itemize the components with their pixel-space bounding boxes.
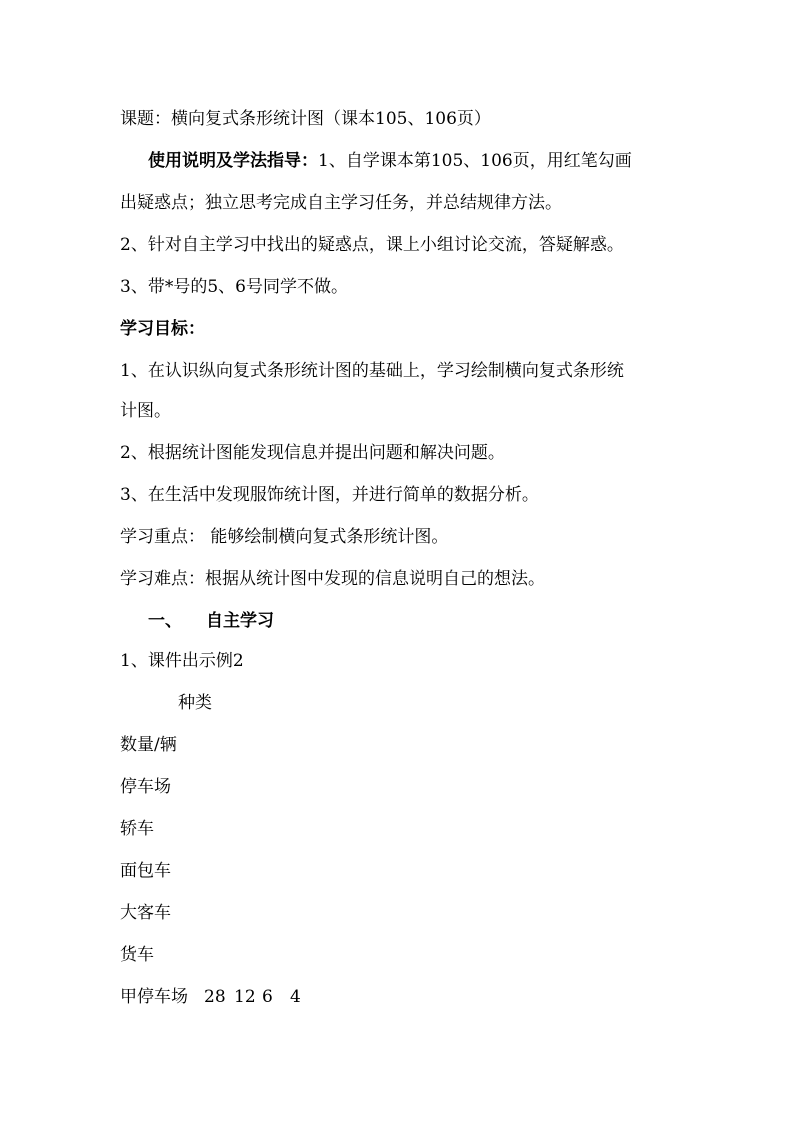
- table-header-kind: 种类: [178, 693, 212, 713]
- usage-guide-item-1: 1、自学课本第105、106页，用红笔勾画: [318, 151, 632, 171]
- table-cell-sedan: 28: [204, 987, 226, 1007]
- key-point: 学习重点： 能够绘制横向复式条形统计图。: [120, 527, 449, 547]
- table-col-truck: 货车: [120, 945, 154, 965]
- learning-goal-1-line-1: 1、在认识纵向复式条形统计图的基础上，学习绘制横向复式条形统: [120, 361, 624, 381]
- learning-goal-2: 2、根据统计图能发现信息并提出问题和解决问题。: [120, 443, 505, 463]
- table-cell-truck: 4: [290, 987, 301, 1007]
- learning-goals-heading: 学习目标：: [120, 319, 205, 339]
- table-col-van: 面包车: [120, 861, 171, 881]
- section-number: 一、: [148, 611, 182, 631]
- section-title: 自主学习: [206, 611, 274, 631]
- example-intro: 1、课件出示例2: [120, 651, 244, 671]
- table-header-parking-lot: 停车场: [120, 777, 171, 797]
- usage-guide-label: 使用说明及学法指导：: [148, 151, 318, 171]
- lesson-title: 课题：横向复式条形统计图（课本105、106页）: [120, 109, 491, 129]
- usage-guide-line-1: [148, 150, 632, 172]
- section-heading: [148, 610, 274, 632]
- table-col-bus: 大客车: [120, 903, 171, 923]
- table-header-quantity: 数量/辆: [120, 735, 177, 755]
- learning-goal-3: 3、在生活中发现服饰统计图，并进行简单的数据分析。: [120, 485, 539, 505]
- table-row-label: 甲停车场: [120, 987, 188, 1007]
- table-cell-bus: 6: [262, 987, 273, 1007]
- table-row-lot-a: [120, 986, 301, 1008]
- usage-guide-line-2: 出疑惑点；独立思考完成自主学习任务，并总结规律方法。: [120, 193, 562, 213]
- learning-goal-1-line-2: 计图。: [120, 401, 171, 421]
- table-cell-van: 12: [234, 987, 256, 1007]
- usage-guide-item-3: 3、带*号的5、6号同学不做。: [120, 277, 348, 297]
- usage-guide-item-2: 2、针对自主学习中找出的疑惑点，课上小组讨论交流，答疑解惑。: [120, 235, 624, 255]
- difficulty-point: 学习难点：根据从统计图中发现的信息说明自己的想法。: [120, 569, 545, 589]
- table-col-sedan: 轿车: [120, 819, 154, 839]
